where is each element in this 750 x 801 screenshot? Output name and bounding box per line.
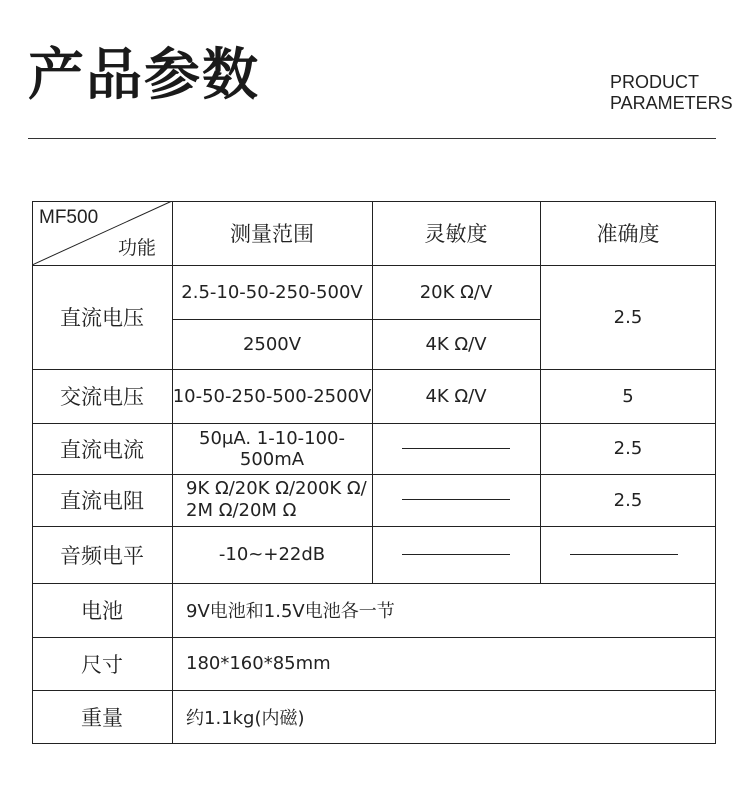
- dc-voltage-sensitivity-2: 4K Ω/V: [425, 333, 487, 355]
- ac-voltage-accuracy: 5: [622, 385, 634, 407]
- battery-value: 9V电池和1.5V电池各一节: [186, 601, 395, 622]
- dc-resistance-range: [172, 474, 372, 526]
- row-function-size: 尺寸: [81, 652, 123, 677]
- size-value: 180*160*85mm: [186, 653, 331, 674]
- weight-value: 约1.1kg(内磁): [186, 707, 305, 729]
- row-function-weight: 重量: [81, 705, 123, 730]
- dc-voltage-range-1: 2.5-10-50-250-500V: [181, 281, 363, 303]
- row-function-audio-level: 音频电平: [60, 543, 144, 568]
- row-function-dc-voltage: 直流电压: [60, 306, 144, 330]
- subtitle-line-2: PARAMETERS: [610, 93, 733, 113]
- title-divider: [28, 138, 716, 139]
- audio-level-range: -10~+22dB: [218, 544, 326, 565]
- row-function-dc-resistance: 直流电阻: [60, 489, 144, 513]
- page-title: 产品参数: [28, 43, 260, 108]
- dc-voltage-sensitivity-1: 20K Ω/V: [419, 281, 493, 303]
- page-subtitle: [610, 72, 733, 114]
- dc-resistance-sensitivity-dash: [402, 499, 510, 500]
- dc-resistance-range-line-2: 2M Ω/20M Ω: [186, 500, 297, 521]
- row-function-dc-current: 直流电流: [60, 437, 144, 462]
- corner-model-label: MF500: [39, 207, 99, 228]
- dc-resistance-range-line-1: 9K Ω/20K Ω/200K Ω/: [186, 478, 367, 499]
- row-function-battery: 电池: [81, 599, 123, 623]
- ac-voltage-sensitivity: 4K Ω/V: [425, 385, 487, 407]
- table-line: [32, 743, 716, 744]
- corner-function-label: 功能: [118, 237, 157, 259]
- row-function-ac-voltage: 交流电压: [60, 385, 144, 409]
- subtitle-line-1: PRODUCT: [610, 72, 699, 92]
- dc-current-accuracy: 2.5: [613, 438, 643, 459]
- dc-voltage-accuracy: 2.5: [613, 306, 643, 328]
- dc-current-range: 50μA. 1-10-100-500mA: [199, 427, 345, 470]
- dc-voltage-range-2: 2500V: [242, 333, 302, 355]
- dc-resistance-accuracy: 2.5: [613, 489, 643, 511]
- audio-level-accuracy-dash: [570, 554, 678, 555]
- ac-voltage-range: 10-50-250-500-2500V: [172, 385, 372, 407]
- spec-table: [32, 201, 716, 744]
- column-header-sensitivity: 灵敏度: [424, 222, 488, 246]
- audio-level-sensitivity-dash: [402, 554, 510, 555]
- column-header-range: 测量范围: [230, 222, 314, 246]
- dc-current-sensitivity-dash: [402, 448, 510, 449]
- column-header-accuracy: 准确度: [596, 222, 660, 246]
